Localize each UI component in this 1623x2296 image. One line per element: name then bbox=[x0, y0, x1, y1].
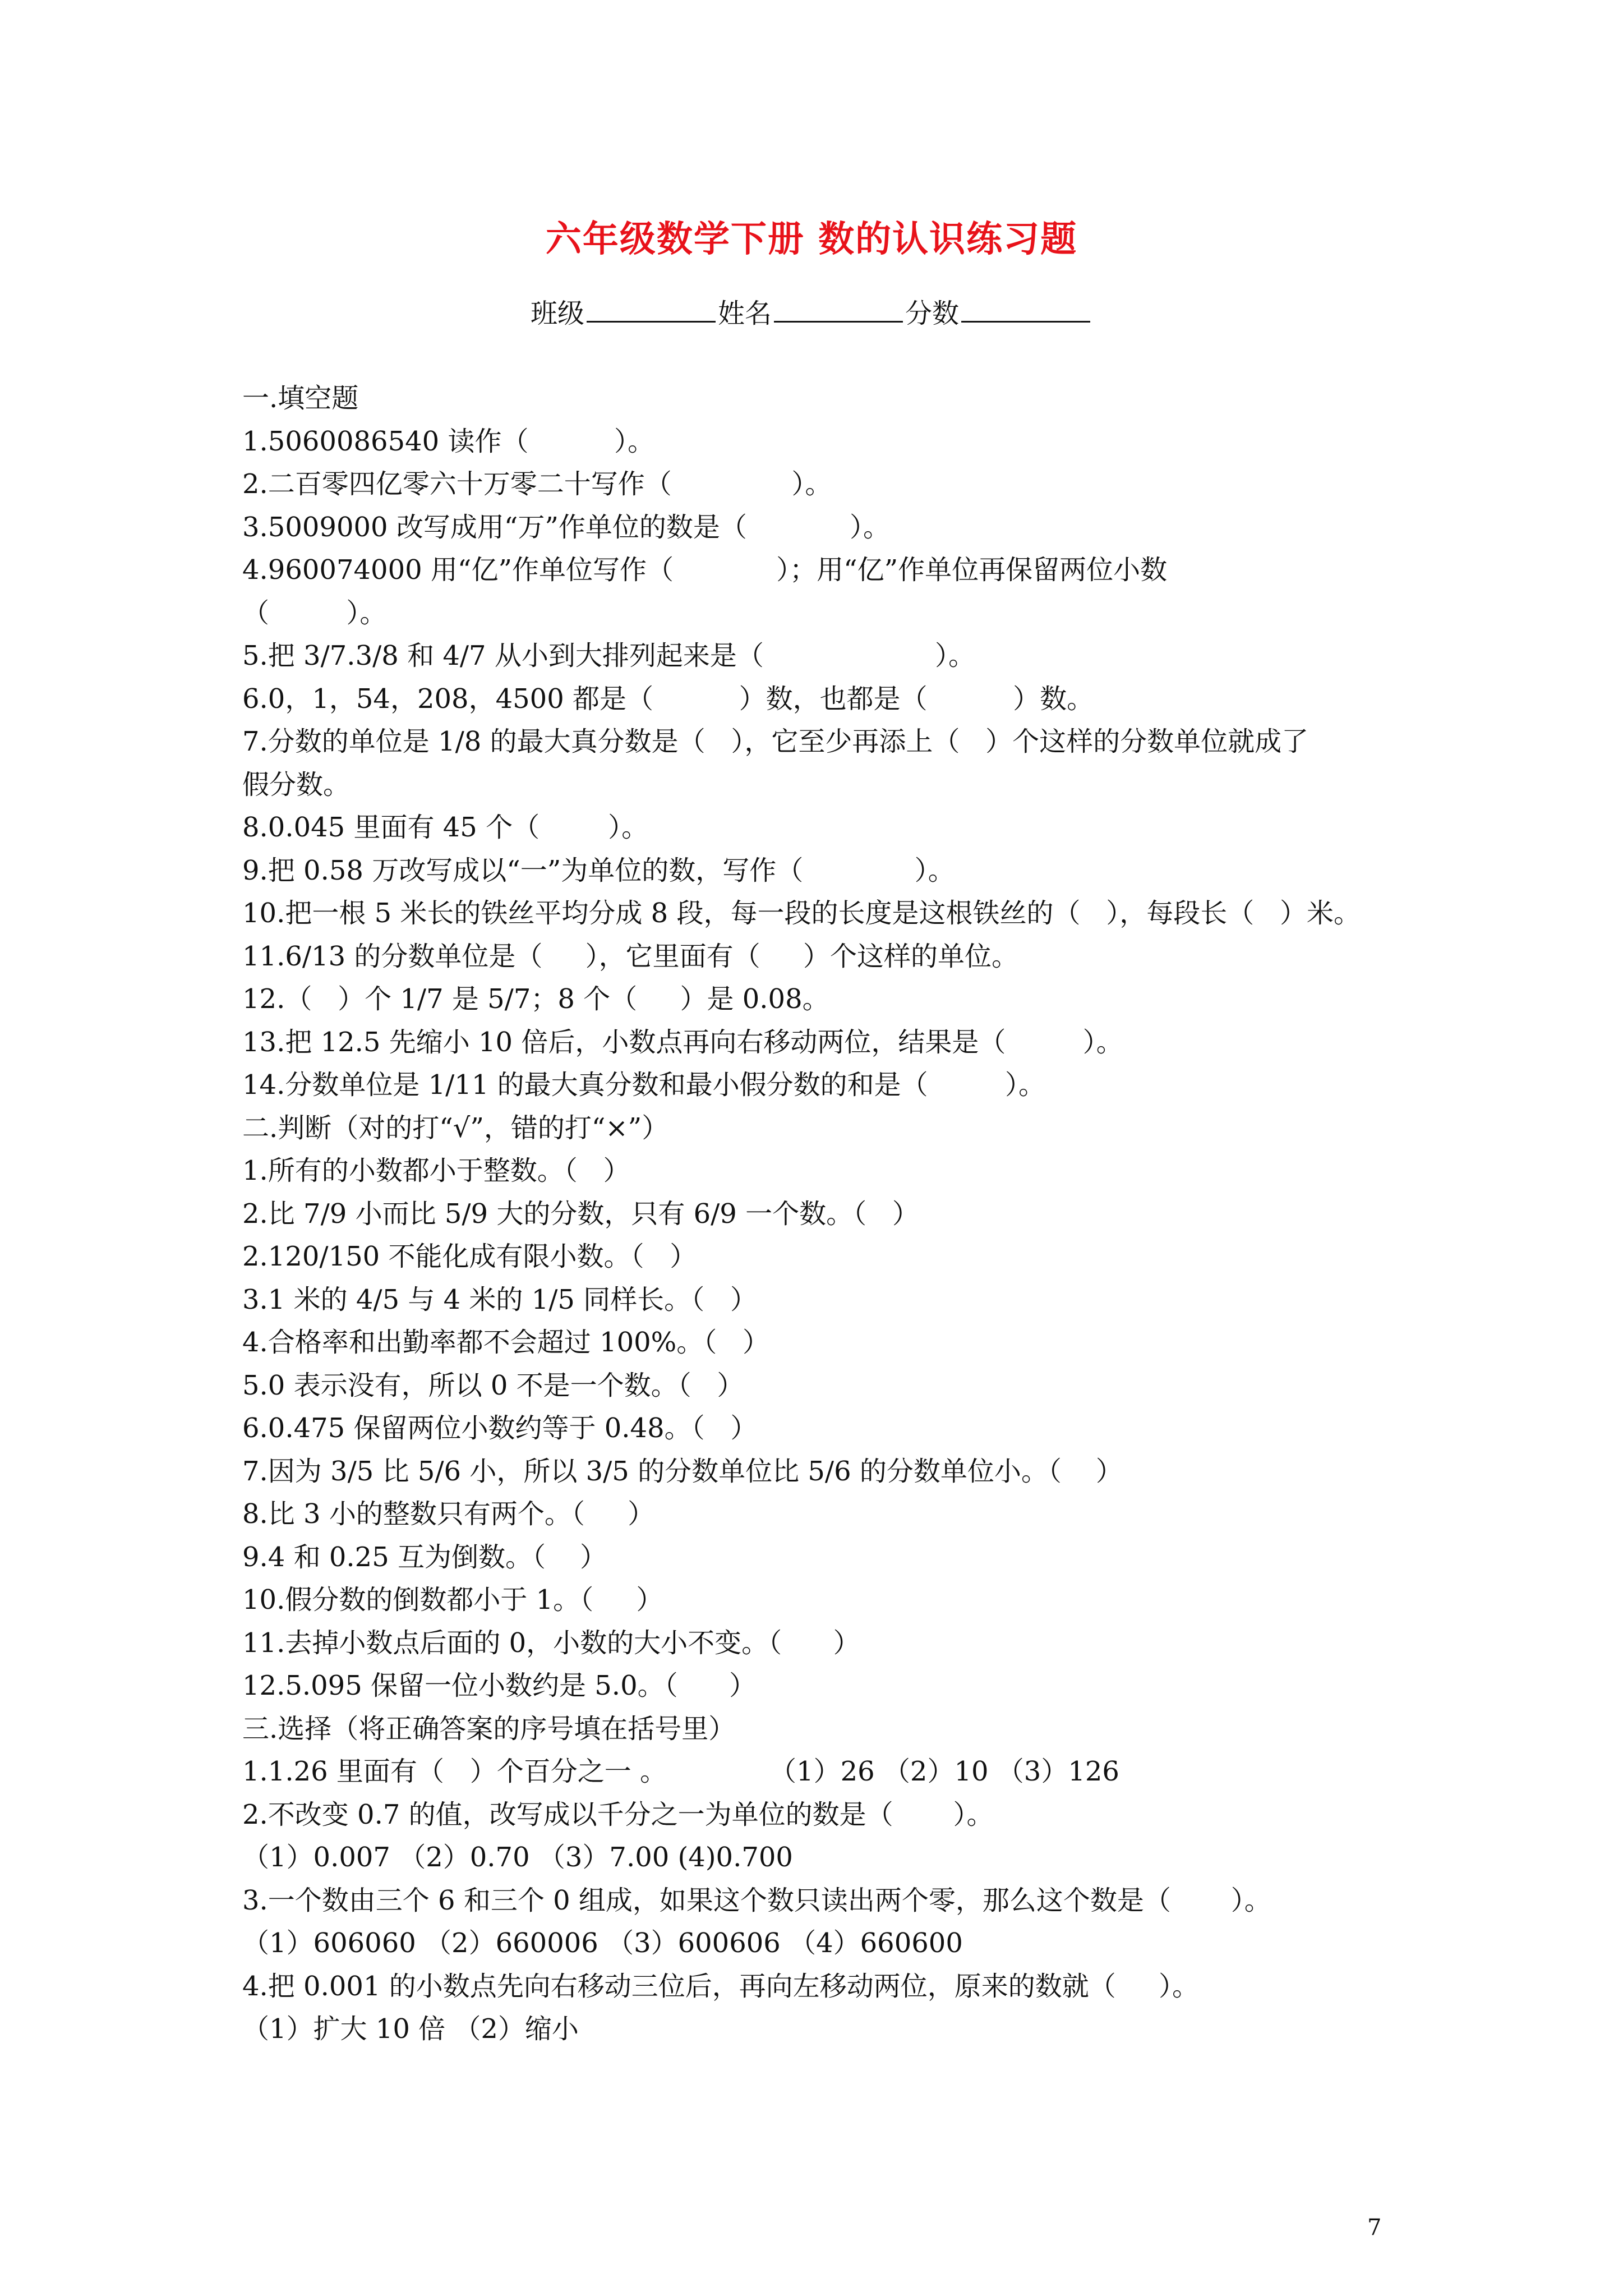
page-number: 7 bbox=[1367, 2215, 1382, 2240]
question-line: 4.合格率和出勤率都不会超过 100%。（ ） bbox=[242, 1327, 770, 1358]
question-line: 4.把 0.001 的小数点先向右移动三位后，再向左移动两位，原来的数就（ ）。 bbox=[242, 1970, 1200, 2002]
page-title: 六年级数学下册 数的认识练习题 bbox=[545, 218, 1078, 260]
score-label: 分数 bbox=[905, 298, 960, 329]
question-line: 2.120/150 不能化成有限小数。（ ） bbox=[242, 1241, 697, 1272]
question-line: 假分数。 bbox=[242, 769, 351, 800]
question-line: 3.一个数由三个 6 和三个 0 组成，如果这个数只读出两个零，那么这个数是（ ）。 bbox=[242, 1884, 1271, 1916]
section-heading-fill-blank: 一.填空题 bbox=[242, 383, 359, 414]
choice-options: （1）606060 （2）660006 （3）600606 （4）660600 bbox=[242, 1927, 963, 1959]
question-line: 12.（ ）个 1/7 是 5/7；8 个（ ）是 0.08。 bbox=[242, 983, 829, 1015]
question-line: 4.960074000 用“亿”作单位写作（ ）；用“亿”作单位再保留两位小数 bbox=[242, 554, 1168, 586]
question-line: 7.分数的单位是 1/8 的最大真分数是（ ），它至少再添上（ ）个这样的分数单位就成了 bbox=[242, 726, 1309, 757]
name-blank bbox=[774, 298, 903, 323]
name-label: 姓名 bbox=[717, 298, 772, 329]
question-line: 8.0.045 里面有 45 个（ ）。 bbox=[242, 812, 649, 843]
question-line: 5.0 表示没有，所以 0 不是一个数。（ ） bbox=[242, 1369, 744, 1401]
section-heading-judgement: 二.判断（对的打“√”，错的打“×”） bbox=[242, 1112, 669, 1144]
question-line: 1.1.26 里面有（ ）个百分之一 。 （1）26 （2）10 （3）126 bbox=[242, 1756, 1119, 1787]
question-line: 6.0.475 保留两位小数约等于 0.48。（ ） bbox=[242, 1412, 758, 1444]
class-label: 班级 bbox=[530, 298, 584, 329]
question-line: 14.分数单位是 1/11 的最大真分数和最小假分数的和是（ ）。 bbox=[242, 1069, 1045, 1101]
choice-options: （1）扩大 10 倍 （2）缩小 bbox=[242, 2013, 579, 2045]
question-line: 9.4 和 0.25 互为倒数。（ ） bbox=[242, 1541, 607, 1573]
student-info-row bbox=[0, 292, 1623, 330]
question-line: 2.不改变 0.7 的值，改写成以千分之一为单位的数是（ ）。 bbox=[242, 1798, 994, 1830]
question-line: 5.把 3/7.3/8 和 4/7 从小到大排列起来是（ ）。 bbox=[242, 640, 975, 671]
question-line: 10.假分数的倒数都小于 1。（ ） bbox=[242, 1584, 663, 1616]
class-blank bbox=[587, 298, 716, 323]
question-line: （ ）。 bbox=[242, 597, 387, 629]
score-blank bbox=[961, 298, 1090, 323]
question-line: 9.把 0.58 万改写成以“一”为单位的数，写作（ ）。 bbox=[242, 854, 955, 886]
section-heading-choice: 三.选择（将正确答案的序号填在括号里） bbox=[242, 1713, 736, 1745]
question-line: 10.把一根 5 米长的铁丝平均分成 8 段，每一段的长度是这根铁丝的（ ），每段长（ ）米。 bbox=[242, 898, 1361, 929]
worksheet-content bbox=[242, 377, 1448, 2051]
question-line: 11.去掉小数点后面的 0，小数的大小不变。（ ） bbox=[242, 1627, 860, 1659]
question-line: 3.5009000 改写成用“万”作单位的数是（ ）。 bbox=[242, 511, 891, 543]
question-line: 6.0，1，54，208，4500 都是（ ）数，也都是（ ）数。 bbox=[242, 683, 1094, 715]
question-line: 1.所有的小数都小于整数。（ ） bbox=[242, 1155, 630, 1186]
question-line: 2.比 7/9 小而比 5/9 大的分数，只有 6/9 一个数。（ ） bbox=[242, 1198, 919, 1230]
question-line: 8.比 3 小的整数只有两个。（ ） bbox=[242, 1498, 655, 1530]
question-line: 12.5.095 保留一位小数约是 5.0。（ ） bbox=[242, 1670, 757, 1701]
question-line: 3.1 米的 4/5 与 4 米的 1/5 同样长。（ ） bbox=[242, 1283, 757, 1315]
question-line: 13.把 12.5 先缩小 10 倍后，小数点再向右移动两位，结果是（ ）。 bbox=[242, 1026, 1123, 1058]
question-line: 11.6/13 的分数单位是（ ），它里面有（ ）个这样的单位。 bbox=[242, 940, 1018, 972]
choice-options: （1）0.007 （2）0.70 （3）7.00 (4)0.700 bbox=[242, 1842, 793, 1873]
question-line: 2.二百零四亿零六十万零二十写作（ ）。 bbox=[242, 468, 832, 500]
question-line: 1.5060086540 读作（ ）。 bbox=[242, 425, 655, 457]
question-line: 7.因为 3/5 比 5/6 小，所以 3/5 的分数单位比 5/6 的分数单位小。（ ） bbox=[242, 1455, 1123, 1487]
